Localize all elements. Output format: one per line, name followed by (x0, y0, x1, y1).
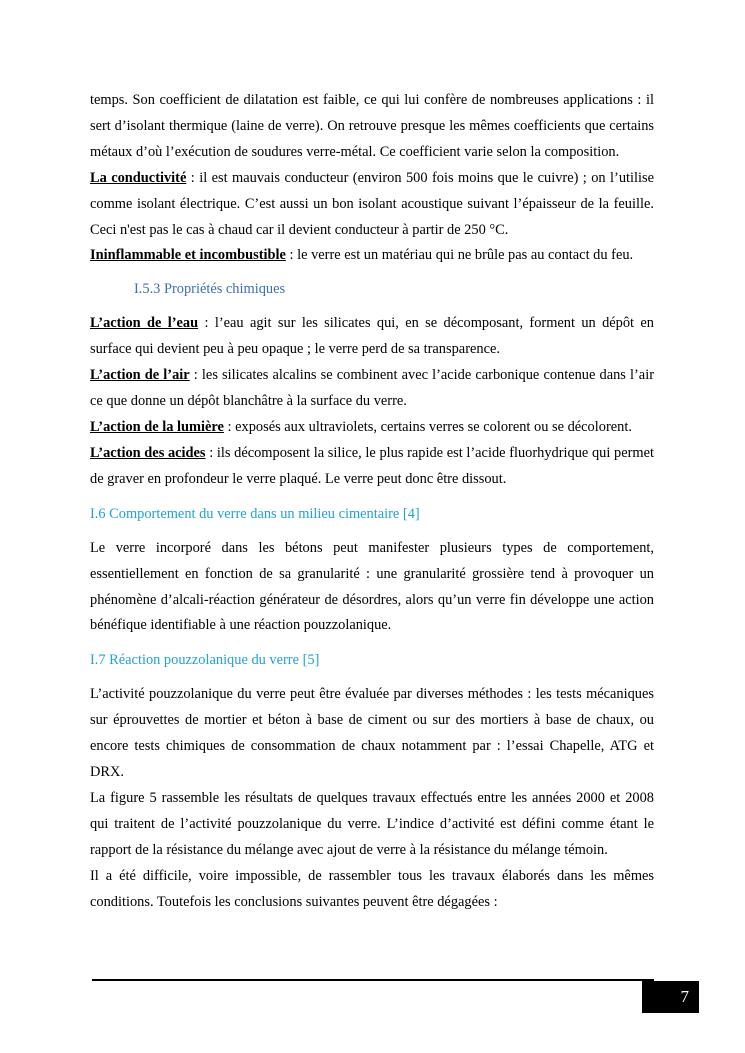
light-action-paragraph (90, 415, 654, 441)
page-number: 7 (642, 981, 699, 1013)
air-action-text: : les silicates alcalins se combinent avec l’acide carbonique contenue dans l’air ce que donne un dépôt blanchâtre à la surface du verre. (90, 367, 654, 410)
section-1-7-paragraph-c: Il a été difficile, voire impossible, de rassembler tous les travaux élaborés dans les mêmes conditions. Toutefois les conclusions suivantes peuvent être dégagées : (90, 867, 654, 910)
ininflammable-term: Ininflammable et incombustible (90, 247, 286, 264)
light-action-text: : exposés aux ultraviolets, certains verres se colorent ou se décolorent. (223, 418, 632, 435)
heading-chemical-properties: I.5.3 Propriétés chimiques (134, 281, 286, 298)
section-1-7-paragraph-b: La figure 5 rassemble les résultats de quelques travaux effectués entre les années 2000 et 2008 qui traitent de l’activité pouzzolanique du verre. L’indice d’activité est défini comme étant le rapport de la résistance du mélange avec ajout de verre à la résistance du mélange témoin. (90, 789, 654, 858)
acid-action-paragraph (90, 441, 654, 493)
acid-action-term: L’action des acides (90, 444, 206, 461)
section-1-7-paragraph-a: L’activité pouzzolanique du verre peut être évaluée par diverses méthodes : les tests mécaniques sur éprouvettes de mortier et béton à base de ciment ou sur des mortiers à base de chaux, ou encore tests chimiques de consommation de chaux notamment par : l’essai Chapelle, ATG et DRX. (90, 686, 654, 781)
heading-section-1-6: I.6 Comportement du verre dans un milieu cimentaire [4] (90, 505, 420, 522)
light-action-term: L’action de la lumière (90, 418, 224, 435)
intro-paragraph: temps. Son coefficient de dilatation est faible, ce qui lui confère de nombreuses applications : il sert d’isolant thermique (laine de verre). On retrouve presque les mêmes coefficients que certains métaux d’où l’exécution de soudures verre-métal. Ce coefficient varie selon la composition. (90, 92, 654, 160)
water-action-term: L’action de l’eau (90, 315, 199, 332)
water-action-paragraph (90, 311, 654, 363)
conductivity-text: : il est mauvais conducteur (environ 500 fois moins que le cuivre) ; on l’utilise comme isolant électrique. C’est aussi un bon isolant acoustique suivant l’épaisseur de la feuille. Ceci n'est pas le cas à chaud car il devient conducteur à partir de 250 °C. (90, 169, 654, 238)
footer-rule (92, 979, 654, 981)
water-action-text: : l’eau agit sur les silicates qui, en se décomposant, forment un dépôt en surface qui devient peu à peu opaque ; le verre perd de sa transparence. (90, 315, 654, 358)
conductivity-term: La conductivité (90, 169, 187, 186)
air-action-term: L’action de l’air (90, 367, 190, 384)
page-content (90, 88, 654, 915)
ininflammable-paragraph (90, 243, 654, 269)
section-1-6-paragraph: Le verre incorporé dans les bétons peut manifester plusieurs types de comportement, essentiellement en fonction de sa granularité : une granularité grossière tend à provoquer un phénomène d’alcali-réaction générateur de désordres, alors qu’un verre fin développe une action bénéfique identifiable à une réaction pouzzolanique. (90, 539, 654, 634)
heading-section-1-7: I.7 Réaction pouzzolanique du verre [5] (90, 652, 320, 669)
conductivity-paragraph (90, 166, 654, 244)
air-action-paragraph (90, 363, 654, 415)
acid-action-text: : ils décomposent la silice, le plus rapide est l’acide fluorhydrique qui permet de graver en profondeur le verre plaqué. Le verre peut donc être dissout. (90, 444, 654, 487)
ininflammable-text: : le verre est un matériau qui ne brûle pas au contact du feu. (285, 247, 634, 264)
